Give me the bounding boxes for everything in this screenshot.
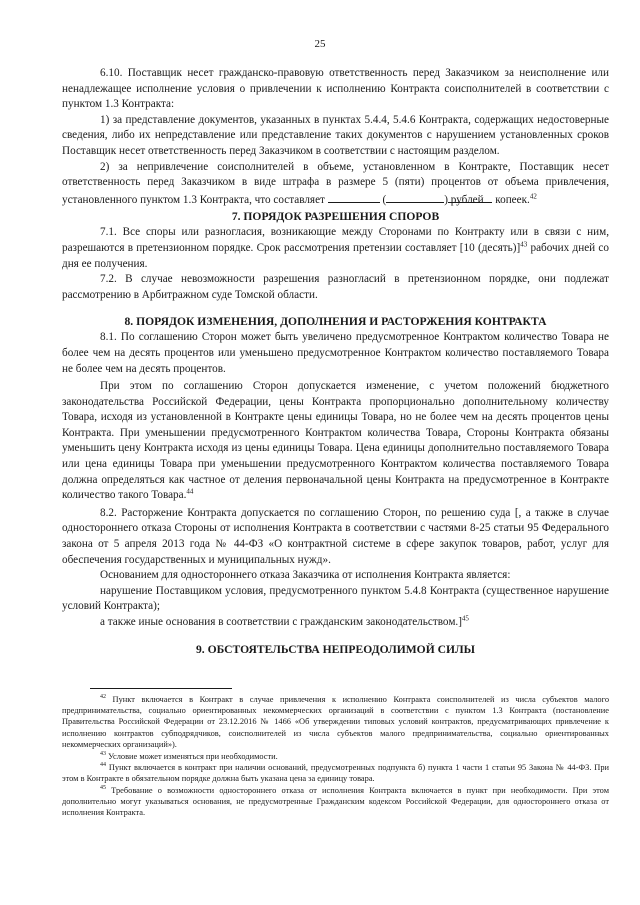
paragraph-8-1-b: [62, 379, 609, 504]
paragraph-6-10-item-2: [62, 160, 609, 209]
footnote-text: Условие может изменяться при необходимости.: [108, 752, 278, 762]
footnote-ref-45[interactable]: 45: [461, 614, 469, 623]
text-run: рабочих дней со дня ее получения.: [62, 241, 609, 270]
text-run: (: [382, 193, 387, 206]
footnote-number: 42: [100, 694, 106, 701]
blank-kopecks: [448, 191, 492, 203]
footnote-ref-42[interactable]: 42: [529, 192, 537, 201]
footnote-number: 44: [100, 762, 106, 769]
page-number: 25: [314, 38, 326, 50]
paragraph-8-1: 8.1. По соглашению Сторон может быть увеличено предусмотренное Контрактом количество Товара не более чем на десять процентов или уменьшено предусмотренное Контрактом количество поставляемого Товара не более чем на десять процентов.: [62, 331, 609, 375]
footnote-text: Пункт включается в Контракт в случае привлечения к исполнению Контракта соисполнителей из числа субъектов малого предпринимательства, социально ориентированных некоммерческих организаций в соответствии с пунктом 1.3 Контракта (постановление Правительства Российской Федерации от 23.12.2016 № 1466 «Об утверждении типовых условий контрактов, предусматривающих привлечение к исполнению контрактов субподрядчиков, соисполнителей из числа субъектов малого предпринимательства, социально ориентированных некоммерческих организаций»).: [62, 695, 610, 749]
footnote-separator: [90, 688, 232, 689]
section-7-title: 7. ПОРЯДОК РАЗРЕШЕНИЯ СПОРОВ: [231, 210, 440, 224]
footnote-42: [62, 694, 609, 750]
footnote-text: Пункт включается в контракт при наличии оснований, предусмотренных подпункта б) пункта 1 части 1 статьи 95 Закона № 44-ФЗ. При этом в Контракте в обязательном порядке должна быть указана цена за единицу товара.: [62, 763, 609, 784]
footnote-43: [62, 751, 609, 762]
footnote-45: [62, 785, 609, 819]
footnote-text: Требование о возможности одностороннего отказа от исполнения Контракта включается в пункт при необходимости. При этом дополнительно могут указываться основания, не предусмотренные Гражданским кодексом Российской Федерации, для одностороннего отказа от исполнения Контракта.: [62, 785, 609, 818]
paragraph-8-2-d: [62, 615, 609, 631]
footnote-number: 43: [100, 751, 106, 758]
blank-amount-words: [386, 191, 444, 203]
paragraph-8-2-b: Основанием для одностороннего отказа Заказчика от исполнения Контракта является:: [100, 569, 511, 582]
footnote-ref-44[interactable]: 44: [186, 487, 194, 496]
document-body: [62, 66, 609, 658]
footnote-ref-43[interactable]: 43: [520, 240, 528, 249]
text-run: При этом по соглашению Сторон допускается изменение, с учетом положений бюджетного законодательства Российской Федерации, цены Контракта пропорционально дополнительному количеству Товара, исходя из установленной в Контракте цены единицы Товара, но не более чем на десять процентов цены Контракта. При уменьшении предусмотренного Контрактом количества Товара, Стороны Контракта обязаны уменьшить цену Контракта исходя из цены единицы Товара. Цена единицы дополнительно поставляемого Товара или цена единицы Товара при уменьшении предусмотренного Контрактом количества поставляемого Товара должна определяться как частное от деления первоначальной цены Контракта на предусмотренное в Контракте количество такого Товара.: [62, 380, 609, 502]
paragraph-8-2-c: нарушение Поставщиком условия, предусмотренного пунктом 5.4.8 Контракта (существенное нарушение условий Контракта);: [62, 584, 609, 613]
text-run: 2) за непривлечение соисполнителей в объеме, установленном в Контракте, Поставщик несет ответственность перед Заказчиком в виде штрафа в размере 5 (пяти) процентов от объема привлечения, установленного пунктом 1.3 Контракта, что составляет: [62, 160, 609, 206]
text-run: ) рублей: [444, 193, 484, 206]
footnote-44: [62, 762, 609, 784]
section-9-title: 9. ОБСТОЯТЕЛЬСТВА НЕПРЕОДОЛИМОЙ СИЛЫ: [195, 642, 476, 656]
text-run: а также иные основания в соответствии с гражданским законодательством.]: [100, 616, 462, 628]
section-8-title: 8. ПОРЯДОК ИЗМЕНЕНИЯ, ДОПОЛНЕНИЯ И РАСТОРЖЕНИЯ КОНТРАКТА: [124, 315, 547, 329]
footnotes: [62, 694, 609, 818]
paragraph-7-1: [62, 225, 609, 272]
blank-amount-digits: [328, 191, 380, 203]
paragraph-7-2: 7.2. В случае невозможности разрешения разногласий в претензионном порядке, они подлежат рассмотрению в Арбитражном суде Томской области.: [62, 273, 609, 301]
paragraph-6-10-item-1: 1) за представление документов, указанных в пунктах 5.4.4, 5.4.6 Контракта, содержащих недостоверные сведения, либо их непредставление или представление таких документов с нарушением установленных сроков Поставщик несет ответственность перед Заказчиком в соответствии с настоящим разделом.: [62, 113, 609, 157]
paragraph-6-10: 6.10. Поставщик несет гражданско-правовую ответственность перед Заказчиком за неисполнение или ненадлежащее исполнение условия о привлечении к исполнению Контракта соисполнителей в соответствии с пунктом 1.3 Контракта:: [62, 67, 609, 111]
paragraph-8-2: 8.2. Расторжение Контракта допускается по соглашению Сторон, по решению суда [, а также в случае одностороннего отказа Стороны от исполнения Контракта в соответствии с частями 8-25 статьи 95 Федерального закона от 5 апреля 2013 года № 44-ФЗ «О контрактной системе в сфере закупок товаров, работ, услуг для обеспечения государственных и муниципальных нужд».: [62, 506, 609, 566]
footnote-number: 45: [100, 784, 106, 791]
text-run: 7.1. Все споры или разногласия, возникающие между Сторонами по Контракту или в связи с ним, разрешаются в претензионном порядке. Срок рассмотрения претензии составляет [10 (десять)]: [62, 226, 609, 254]
text-run: копеек.: [495, 193, 530, 206]
